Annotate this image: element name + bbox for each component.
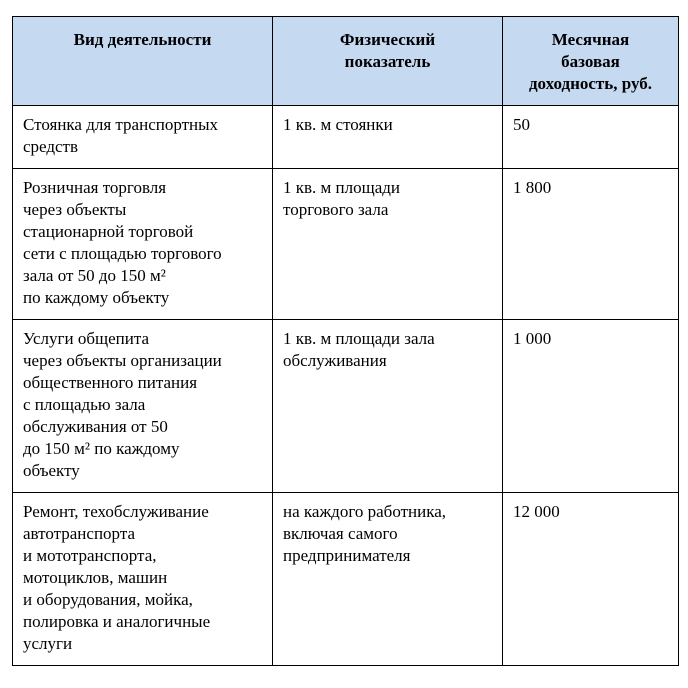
cell-income: 50 xyxy=(503,106,679,169)
table-row xyxy=(13,320,679,493)
cell-income: 1 000 xyxy=(503,320,679,493)
table-row xyxy=(13,493,679,666)
cell-activity: Ремонт, техобслуживание автотранспорта и мототранспорта, мотоциклов, машин и оборудования, мойка, полировка и аналогичные услуги xyxy=(13,493,273,666)
table-header xyxy=(13,17,679,106)
cell-income: 12 000 xyxy=(503,493,679,666)
table-row xyxy=(13,169,679,320)
cell-indicator: 1 кв. м площади зала обслуживания xyxy=(273,320,503,493)
cell-activity: Стоянка для транспортных средств xyxy=(13,106,273,169)
cell-indicator: на каждого работника, включая самого предпринимателя xyxy=(273,493,503,666)
income-table xyxy=(12,16,679,666)
cell-activity: Розничная торговля через объекты стационарной торговой сети с площадью торгового зала от 50 до 150 м² по каждому объекту xyxy=(13,169,273,320)
header-activity: Вид деятельности xyxy=(13,17,273,106)
header-income: Месячная базовая доходность, руб. xyxy=(503,17,679,106)
table-row xyxy=(13,106,679,169)
cell-indicator: 1 кв. м стоянки xyxy=(273,106,503,169)
cell-activity: Услуги общепита через объекты организации общественного питания с площадью зала обслуживания от 50 до 150 м² по каждому объекту xyxy=(13,320,273,493)
header-indicator: Физический показатель xyxy=(273,17,503,106)
cell-indicator: 1 кв. м площади торгового зала xyxy=(273,169,503,320)
table-body xyxy=(13,106,679,666)
cell-income: 1 800 xyxy=(503,169,679,320)
header-row xyxy=(13,17,679,106)
